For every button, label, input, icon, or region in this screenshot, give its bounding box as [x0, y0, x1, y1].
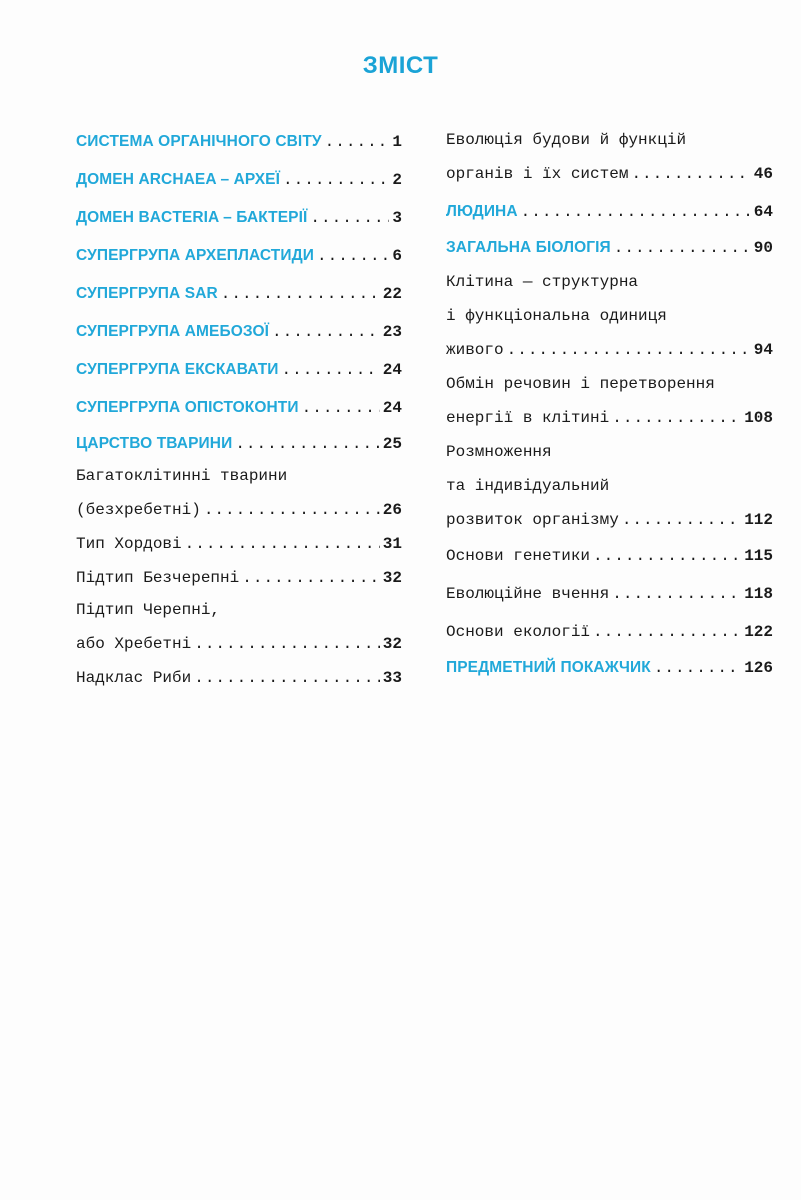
page-number: 94 — [753, 341, 773, 359]
dot-leader — [282, 358, 380, 382]
page-number: 118 — [744, 585, 773, 603]
page-number: 22 — [382, 285, 402, 303]
dot-leader — [272, 320, 380, 344]
dot-leader — [194, 632, 380, 656]
page-number: 46 — [753, 165, 773, 183]
dot-leader — [521, 200, 751, 224]
toc-entry-title: СУПЕРГРУПА ЕКСКАВАТИ — [76, 361, 279, 378]
page-number: 115 — [744, 547, 773, 565]
toc-entry[interactable] — [446, 544, 773, 568]
toc-entry-title: ПРЕДМЕТНИЙ ПОКАЖЧИК — [446, 659, 651, 676]
page-number: 32 — [382, 635, 402, 653]
toc-entry[interactable] — [446, 236, 773, 260]
toc-entry[interactable] — [446, 270, 773, 362]
toc-entry-title: СУПЕРГРУПА АМЕБОЗОЇ — [76, 323, 270, 340]
toc-entry-title-line: Підтип Черепні, — [76, 601, 221, 619]
page-title: ЗМІСТ — [362, 52, 439, 79]
toc-entry-title: енергії в клітині — [446, 409, 610, 427]
page-number: 108 — [744, 409, 773, 427]
page-number: 24 — [382, 399, 402, 417]
page-number: 112 — [744, 511, 773, 529]
toc-entry[interactable] — [76, 282, 402, 306]
dot-leader — [593, 620, 741, 644]
toc-entry-title: Підтип Безчерепні — [76, 569, 240, 587]
dot-leader — [185, 532, 380, 556]
toc-entry[interactable] — [76, 320, 402, 344]
dot-leader — [325, 130, 390, 154]
toc-entry-title-line: і функціональна одиниця — [446, 307, 667, 325]
page-number: 31 — [382, 535, 402, 553]
dot-leader — [302, 396, 380, 420]
page-number: 23 — [382, 323, 402, 341]
toc-entry[interactable] — [76, 566, 402, 590]
toc-entry[interactable] — [76, 432, 402, 456]
toc-entry-title: ЗАГАЛЬНА БІОЛОГІЯ — [446, 239, 611, 256]
toc-entry[interactable] — [446, 582, 773, 606]
dot-leader — [310, 206, 389, 230]
toc-entry[interactable] — [76, 464, 402, 522]
dot-leader — [622, 508, 741, 532]
toc-entry-title-line: Обмін речовин і перетворення — [446, 375, 715, 393]
page-number: 1 — [392, 133, 402, 151]
page-number: 24 — [382, 361, 402, 379]
dot-leader — [612, 406, 741, 430]
toc-entry-title: ЛЮДИНА — [446, 203, 518, 220]
toc-entry-title: Надклас Риби — [76, 669, 192, 687]
toc-entry[interactable] — [76, 244, 402, 268]
toc-entry-title: Основи екології — [446, 623, 591, 641]
toc-entry[interactable] — [446, 620, 773, 644]
toc-entry-title: СУПЕРГРУПА АРХЕПЛАСТИДИ — [76, 247, 314, 264]
page-number: 3 — [392, 209, 402, 227]
toc-entry-title: органів і їх систем — [446, 165, 629, 183]
toc-entry[interactable] — [76, 130, 402, 154]
toc-entry-title: Еволюційне вчення — [446, 585, 610, 603]
toc-entry[interactable] — [76, 666, 402, 690]
dot-leader — [507, 338, 751, 362]
page-number: 25 — [382, 435, 402, 453]
dot-leader — [631, 162, 750, 186]
toc-entry-title: або Хребетні — [76, 635, 192, 653]
toc-entry[interactable] — [446, 440, 773, 532]
toc-entry-title: розвиток організму — [446, 511, 619, 529]
toc-entry-title: СИСТЕМА ОРГАНІЧНОГО СВІТУ — [76, 133, 322, 150]
dot-leader — [204, 498, 380, 522]
toc-entry-title: ДОМЕН ARCHAEA – АРХЕЇ — [76, 171, 281, 188]
dot-leader — [221, 282, 380, 306]
toc-entry[interactable] — [76, 358, 402, 382]
toc-entry[interactable] — [76, 206, 402, 230]
page-number: 6 — [392, 247, 402, 265]
page-number: 26 — [382, 501, 402, 519]
toc-entry[interactable] — [446, 128, 773, 186]
toc-entry[interactable] — [76, 168, 402, 192]
toc-entry-title: ЦАРСТВО ТВАРИНИ — [76, 435, 233, 452]
toc-entry-title-line: Еволюція будови й функцій — [446, 131, 687, 149]
toc-entry[interactable] — [76, 396, 402, 420]
dot-leader — [317, 244, 389, 268]
dot-leader — [235, 432, 379, 456]
dot-leader — [593, 544, 741, 568]
page-number: 2 — [392, 171, 402, 189]
toc-entry-title: СУПЕРГРУПА SAR — [76, 285, 218, 302]
page-number: 33 — [382, 669, 402, 687]
toc-entry[interactable] — [446, 372, 773, 430]
toc-entry[interactable] — [76, 598, 402, 656]
toc-entry-title: (безхребетні) — [76, 501, 201, 519]
dot-leader — [283, 168, 389, 192]
dot-leader — [242, 566, 380, 590]
toc-entry-title-line: Клітина — структурна — [446, 273, 639, 291]
page-number: 64 — [753, 203, 773, 221]
page-number: 126 — [744, 659, 773, 677]
toc-entry-title: живого — [446, 341, 504, 359]
toc-entry-title-line: та індивідуальний — [446, 477, 610, 495]
toc-entry-title-line: Розмноження — [446, 443, 552, 461]
dot-leader — [612, 582, 741, 606]
toc-entry-title: Тип Хордові — [76, 535, 182, 553]
page-number: 90 — [753, 239, 773, 257]
toc-entry[interactable] — [76, 532, 402, 556]
toc-entry-title: Основи генетики — [446, 547, 591, 565]
toc-entry-title: СУПЕРГРУПА ОПІСТОКОНТИ — [76, 399, 299, 416]
page-number: 32 — [382, 569, 402, 587]
toc-entry[interactable] — [446, 656, 773, 680]
toc-entry-title-line: Багатоклітинні тварини — [76, 467, 288, 485]
dot-leader — [614, 236, 751, 260]
toc-entry-title: ДОМЕН BACTERIA – БАКТЕРІЇ — [76, 209, 308, 226]
toc-entry[interactable] — [446, 200, 773, 224]
dot-leader — [654, 656, 741, 680]
dot-leader — [194, 666, 380, 690]
page-number: 122 — [744, 623, 773, 641]
